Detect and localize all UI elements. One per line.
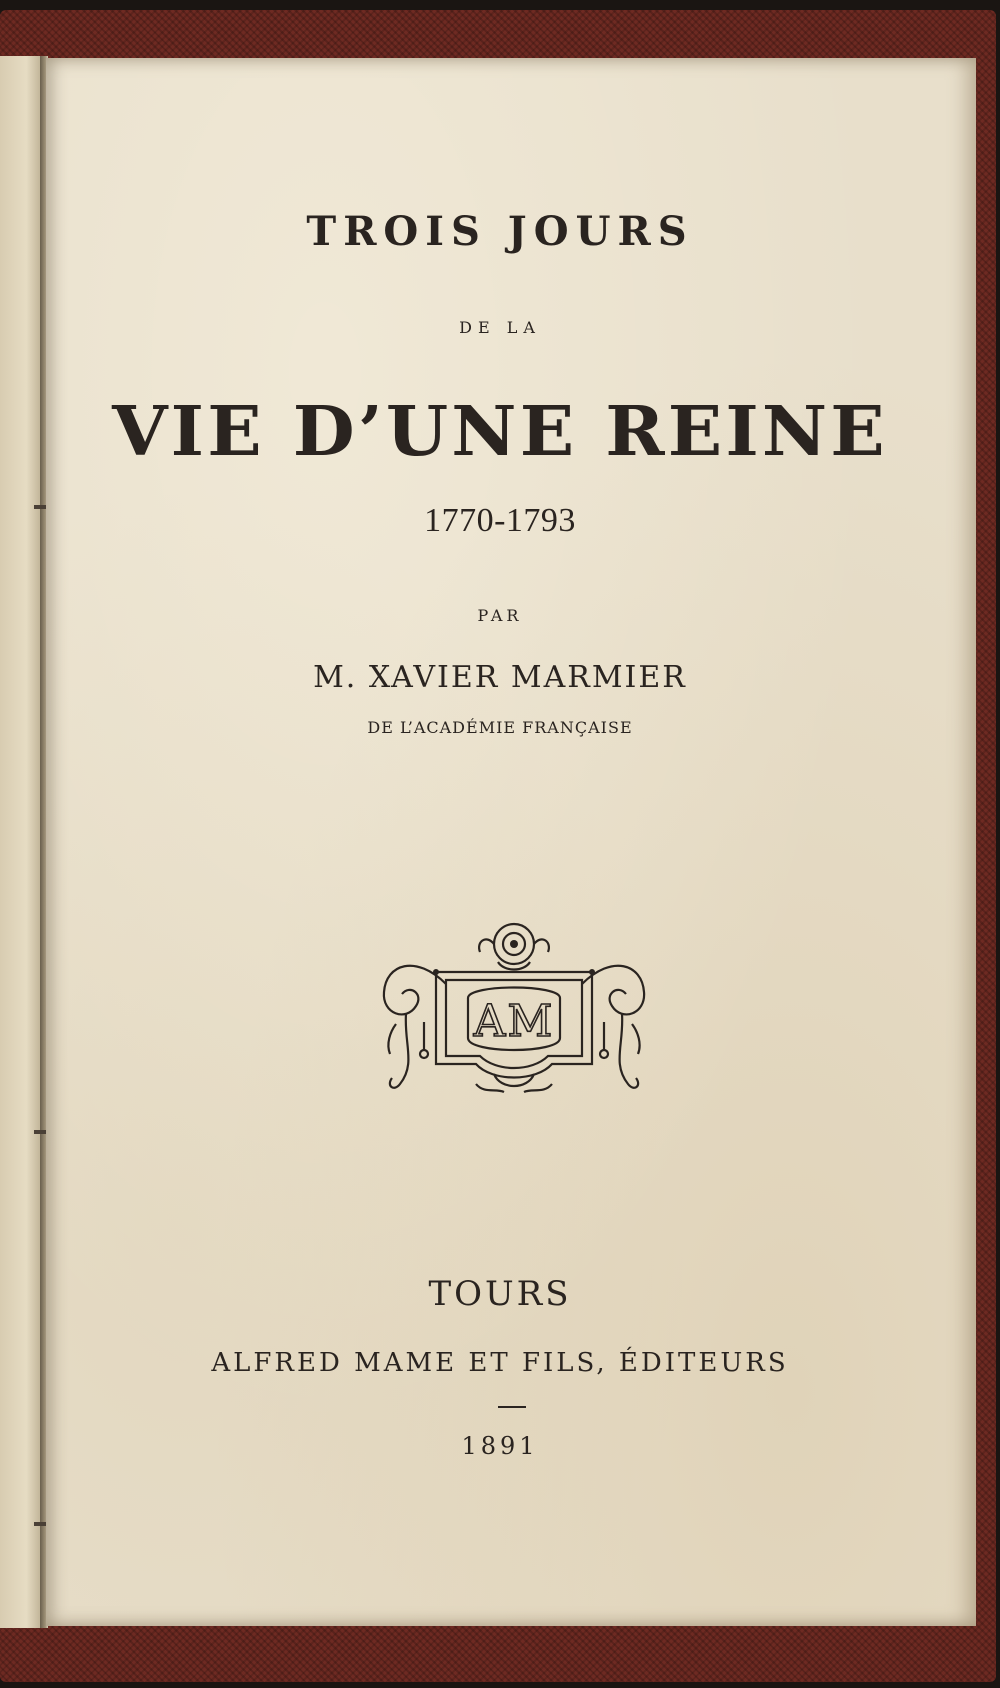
author-affiliation: DE L’ACADÉMIE FRANÇAISE	[367, 718, 633, 737]
publication-city: TOURS	[428, 1274, 572, 1314]
title-line-1: TROIS JOURS	[306, 208, 694, 255]
separator-rule	[498, 1406, 526, 1408]
dates: 1770-1793	[424, 502, 576, 539]
author-name: M. XAVIER MARMIER	[313, 660, 687, 695]
title-line-3: VIE D’UNE REINE	[112, 392, 888, 472]
publisher-name: ALFRED MAME ET FILS, ÉDITEURS	[211, 1348, 789, 1378]
left-flyleaf-edge	[0, 56, 44, 1628]
title-page	[46, 58, 976, 1626]
by-line: PAR	[477, 606, 523, 625]
publisher-emblem-icon	[376, 914, 652, 1096]
svg-text:AM: AM	[473, 996, 555, 1047]
title-line-2: DE LA	[459, 318, 541, 337]
publication-year: 1891	[461, 1432, 539, 1460]
